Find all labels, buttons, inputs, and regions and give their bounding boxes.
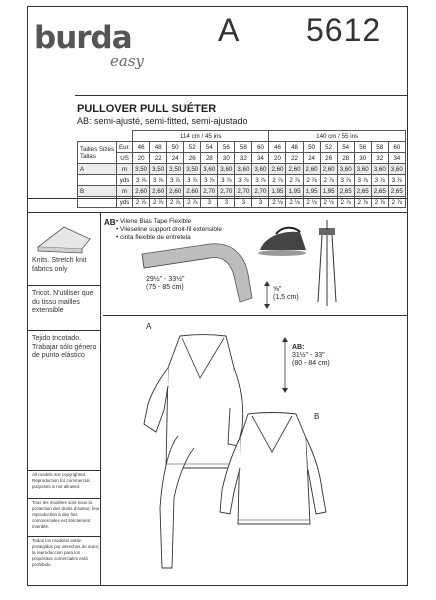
copyright-en: All models are copyrighted. Reproduction for commercial purposes is not allowed.: [32, 472, 90, 489]
note-knits-fr: Tricot. N'utiliser que du tissu mailles extensible: [32, 290, 94, 314]
sizes-header: Tailles Sizes Tallas: [78, 142, 117, 164]
table-row: yds 2 ⅞ 2 ⅞ 2 ⅞ 2 ⅞ 3 3 3 3 2 ⅛ 2 ⅛ 2 ⅛ 2 ⅛ 2 ⅞ 2 ⅞ 2 ⅞ 2 ⅞: [78, 197, 406, 208]
divider: [28, 285, 100, 286]
brand-sub: easy: [110, 52, 144, 70]
eur-header: Eur.: [117, 142, 133, 153]
view-letter: A: [218, 12, 240, 48]
copyright-es: Todos los modelos están protegidos por derechos de autor, la reproducción para los propósitos comerciales está prohibido.: [32, 538, 100, 567]
brand-name: burda: [34, 20, 132, 56]
width-group-2: 140 cm / 55 ins: [269, 131, 405, 142]
pattern-number: 5612: [306, 12, 382, 48]
iron-icon: [254, 220, 314, 260]
notion-item: • Vlieseline support droit-fil extensible: [116, 226, 222, 233]
bias-tape-icon: [140, 240, 270, 310]
fabric-notes-column: [28, 213, 101, 585]
notions-label: AB: [104, 218, 116, 227]
garment-length: AB: 31½" - 33" (80 - 84 cm): [292, 344, 330, 367]
tape-width: ⅝" (1,5 cm): [273, 286, 299, 301]
notions-list: [116, 218, 222, 242]
section-divider: [27, 198, 408, 199]
view-b-label: B: [314, 412, 320, 421]
burda-easy-logo: [34, 12, 154, 70]
divider: [28, 536, 100, 537]
fabric-requirements-table: 114 cm / 45 ins 140 cm / 55 ins Tailles Sizes Tallas Eur. 46 48 50 52 54 56 58 60 46 48 50 52 54 56 58 60 US 20 22 24 26 28 30 32 34 20 22 24 26 28 30 32 34 A m 3,50 3,50 3,50 3,50 3,60 3,60 3,60 3,60 2,60 2,60 2,60 2,60 3,60 3,60 3,60 3,60 yds 3 ⅞ 3 ⅞ 3 ⅞ 3 ⅞ 3 ⅞ 3 ⅞ 3 ⅞ 3 ⅞ 2 ⅞ 2 ⅞ 2 ⅞ 2 ⅞ 3 ⅞ 3 ⅞ 3 ⅞ 3 ⅞ B m 2,60 2,60 2,60 2,60 2,70 2,70 2,70 2,70 1,95 1,95 1,95 1,95 2,65 2,65 2,65 2,65 yds 2 ⅞ 2 ⅞ 2 ⅞ 2 ⅞ 3 3 3 3 2 ⅛ 2 ⅛ 2 ⅛ 2 ⅛ 2 ⅞ 2 ⅞ 2 ⅞ 2 ⅞: [77, 130, 406, 208]
us-header: US: [117, 153, 133, 164]
tape-length: 29½" - 33½" (75 - 85 cm): [146, 276, 185, 291]
notion-item: • Vilene Bias Tape Flexible: [116, 218, 192, 225]
table-row: yds 3 ⅞ 3 ⅞ 3 ⅞ 3 ⅞ 3 ⅞ 3 ⅞ 3 ⅞ 3 ⅞ 2 ⅞ 2 ⅞ 2 ⅞ 2 ⅞ 3 ⅞ 3 ⅞ 3 ⅞ 3 ⅞: [78, 175, 406, 186]
copyright-fr: Tous les modèles sont sous la protection des droits d'auteur, leur reproduction à des fins commerciales est strictement interdite.: [32, 500, 100, 529]
divider: [28, 470, 100, 471]
garment-title: PULLOVER PULL SUÉTER: [77, 103, 217, 115]
view-b-sketch: [218, 408, 330, 558]
table-row: A m 3,50 3,50 3,50 3,50 3,60 3,60 3,60 3,60 2,60 2,60 2,60 2,60 3,60 3,60 3,60 3,60: [78, 164, 406, 175]
length-arrow-icon: [280, 336, 290, 394]
divider: [28, 498, 100, 499]
knit-fabric-icon: [34, 221, 92, 255]
note-knits-es: Tejido tricotado. Trabajar sólo género de punto elástico: [32, 335, 97, 359]
pins-icon: [313, 220, 343, 310]
view-a-label: A: [146, 322, 152, 331]
divider: [28, 330, 100, 331]
width-arrow-icon: [262, 280, 272, 310]
garment-fit: AB: semi-ajusté, semi-fitted, semi-ajustado: [77, 116, 248, 126]
width-group-1: 114 cm / 45 ins: [133, 131, 269, 142]
note-knits-en: Knits. Stretch knit fabrics only: [32, 257, 87, 273]
table-row: B m 2,60 2,60 2,60 2,60 2,70 2,70 2,70 2,70 1,95 1,95 1,95 1,95 2,65 2,65 2,65 2,65: [78, 186, 406, 197]
header-divider: [75, 95, 408, 96]
notion-item: • cinta flexible de entretela: [116, 234, 191, 241]
